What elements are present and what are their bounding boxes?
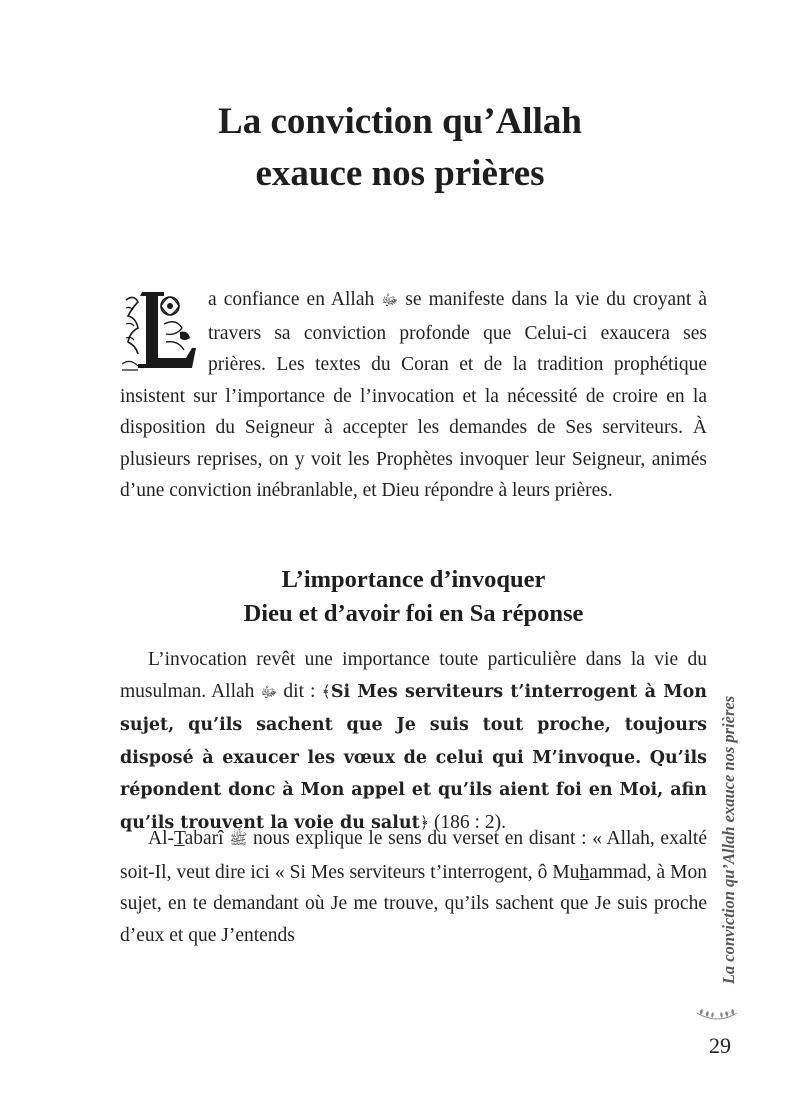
ornate-letter-l-icon (120, 288, 200, 372)
honorific-glyph: ﷺ (229, 832, 248, 848)
verse-close-bracket: ﴿ (419, 814, 430, 832)
paragraph-tabari (120, 823, 707, 951)
honorific-glyph: ﷻ (260, 684, 278, 701)
para1-text-part-1: L’invocation revêt une importance toute particulière dans la vie du musulman. Allah (120, 649, 707, 702)
para1-text-part-2: dit : (277, 680, 322, 702)
intro-text-part-2: se manifeste dans la vie du croyant à travers sa conviction profonde que Celui-ci exaucera ses prières. Les textes du Coran et de la tradition prophétique insistent sur l’importance de l’invocation et la nécessité de croire en la disposition du Seigneur à accepter les demandes de Ses serviteurs. À plusieurs reprises, on y voit les Prophètes invoquer leur Seigneur, animés d’une conviction inébranlable, et Dieu répondre à leurs prières. (120, 289, 707, 501)
page-number: 29 (709, 1033, 731, 1058)
para2-text-part-1: Al- (148, 828, 174, 849)
laurel-ornament-icon (693, 1005, 741, 1025)
quran-verse: Si Mes serviteurs t’interrogent à Mon sujet, qu’ils sachent que Je suis tout proche, toujours disposé à exaucer les vœux de celui qui M’invoque. Qu’ils répondent donc à Mon appel et qu’ils aient foi en Moi, afin qu’ils trouvent la voie du salut (120, 681, 707, 833)
chapter-title-line-1: La conviction qu’Allah (218, 101, 582, 142)
chapter-title-line-2: exauce nos prières (255, 153, 545, 194)
transliteration-underlined-letter: T (174, 828, 185, 849)
para2-text-part-2: abarî (184, 828, 230, 849)
section-title-line-1: L’importance d’invoquer (281, 566, 546, 593)
para2-text-part-3: nous explique le sens du verset en disant : « Allah, exalté soit-Il, veut dire ici « Si Mes serviteurs t’interrogent, ô Mu (120, 828, 707, 883)
paragraph-invocation (120, 644, 707, 839)
section-title-line-2: Dieu et d’avoir foi en Sa réponse (243, 600, 584, 627)
intro-text-part-1: a confiance en Allah (208, 289, 382, 310)
para2-text-part-4: ammad, à Mon sujet, en te demandant où Je me trouve, qu’ils sachent que Je suis proche d’eux et que J’entends (120, 861, 707, 946)
running-head-text: La conviction qu’Allah exauce nos prières (719, 695, 738, 985)
verse-reference: (186 : 2). (429, 811, 506, 833)
dropcap-ornament (120, 288, 200, 372)
section-title (120, 563, 707, 631)
running-head (718, 670, 740, 1010)
chapter-title (100, 96, 700, 200)
intro-paragraph (120, 284, 707, 507)
honorific-glyph: ﷻ (381, 293, 399, 309)
verse-open-bracket: ﴾ (321, 683, 331, 701)
transliteration-underlined-letter: h (579, 861, 590, 883)
